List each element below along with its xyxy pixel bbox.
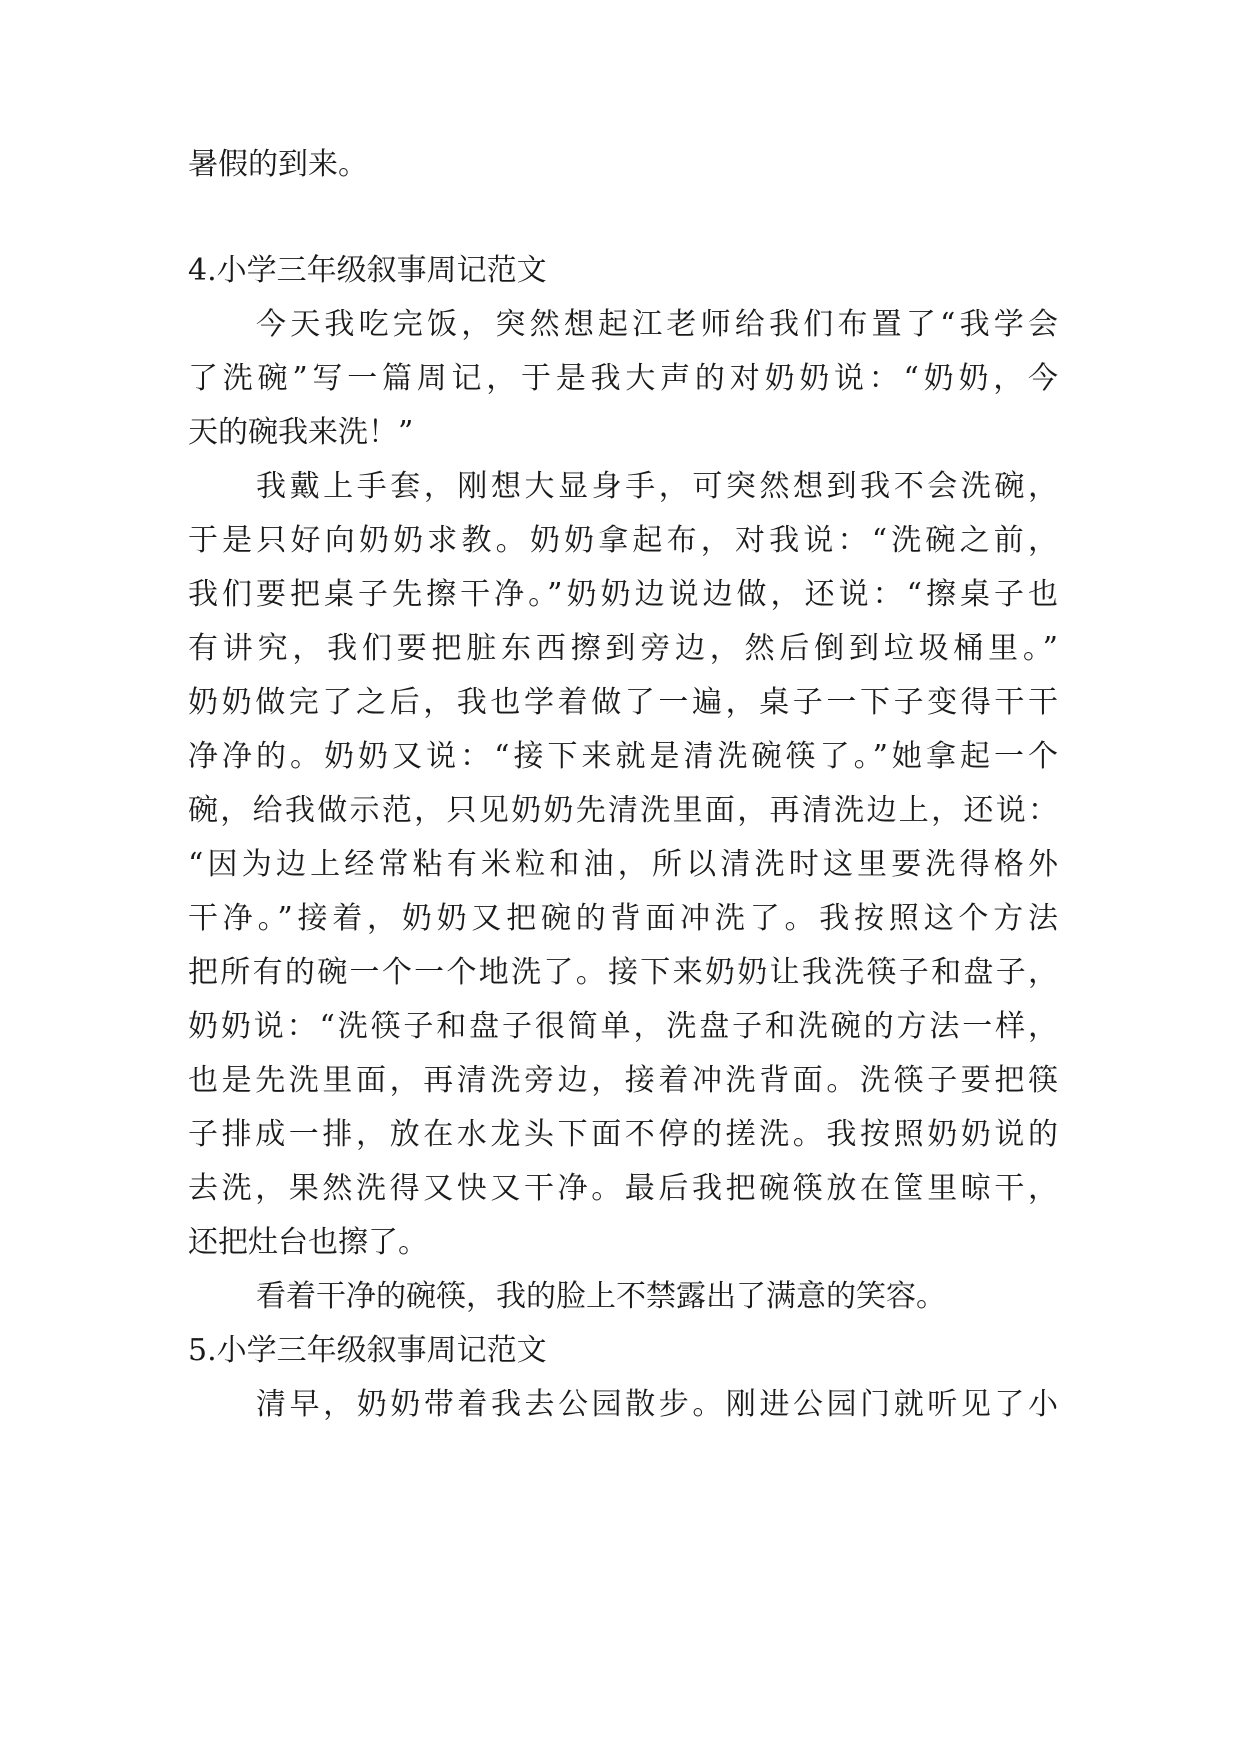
text-line: 看着干净的碗筷，我的脸上不禁露出了满意的笑容。 [256,1279,946,1314]
text-line: 今天我吃完饭，突然想起江老师给我们布置了“我学会 [256,307,1058,342]
text-line: 干净。”接着，奶奶又把碗的背面冲洗了。我按照这个方法 [188,901,1058,936]
text-line: 把所有的碗一个一个地洗了。接下来奶奶让我洗筷子和盘子， [188,955,1058,990]
text-line: 奶奶做完了之后，我也学着做了一遍，桌子一下子变得干干 [188,685,1058,720]
text-line: 天的碗我来洗！” [188,415,414,450]
text-line: 清早，奶奶带着我去公园散步。刚进公园门就听见了小 [256,1387,1058,1422]
text-line: 我们要把桌子先擦干净。”奶奶边说边做，还说：“擦桌子也 [188,577,1058,612]
section-heading-4: 4.小学三年级叙事周记范文 [188,253,547,288]
text-line: 于是只好向奶奶求教。奶奶拿起布，对我说：“洗碗之前， [188,523,1058,558]
text-line: 有讲究，我们要把脏东西擦到旁边，然后倒到垃圾桶里。” [188,631,1058,666]
text-line: 暑假的到来。 [188,147,368,182]
text-line: 还把灶台也擦了。 [188,1225,428,1260]
text-line: 子排成一排，放在水龙头下面不停的搓洗。我按照奶奶说的 [188,1117,1058,1152]
section-heading-5: 5.小学三年级叙事周记范文 [188,1333,547,1368]
text-line: 净净的。奶奶又说：“接下来就是清洗碗筷了。”她拿起一个 [188,739,1058,774]
text-line: 奶奶说：“洗筷子和盘子很简单，洗盘子和洗碗的方法一样， [188,1009,1058,1044]
text-line: 我戴上手套，刚想大显身手，可突然想到我不会洗碗， [256,469,1058,504]
text-line: 也是先洗里面，再清洗旁边，接着冲洗背面。洗筷子要把筷 [188,1063,1058,1098]
text-line: 碗，给我做示范，只见奶奶先清洗里面，再清洗边上，还说： [188,793,1058,828]
text-line: 了洗碗”写一篇周记，于是我大声的对奶奶说：“奶奶，今 [188,361,1058,396]
text-line: “因为边上经常粘有米粒和油，所以清洗时这里要洗得格外 [188,847,1058,882]
text-line: 去洗，果然洗得又快又干净。最后我把碗筷放在筐里晾干， [188,1171,1058,1206]
